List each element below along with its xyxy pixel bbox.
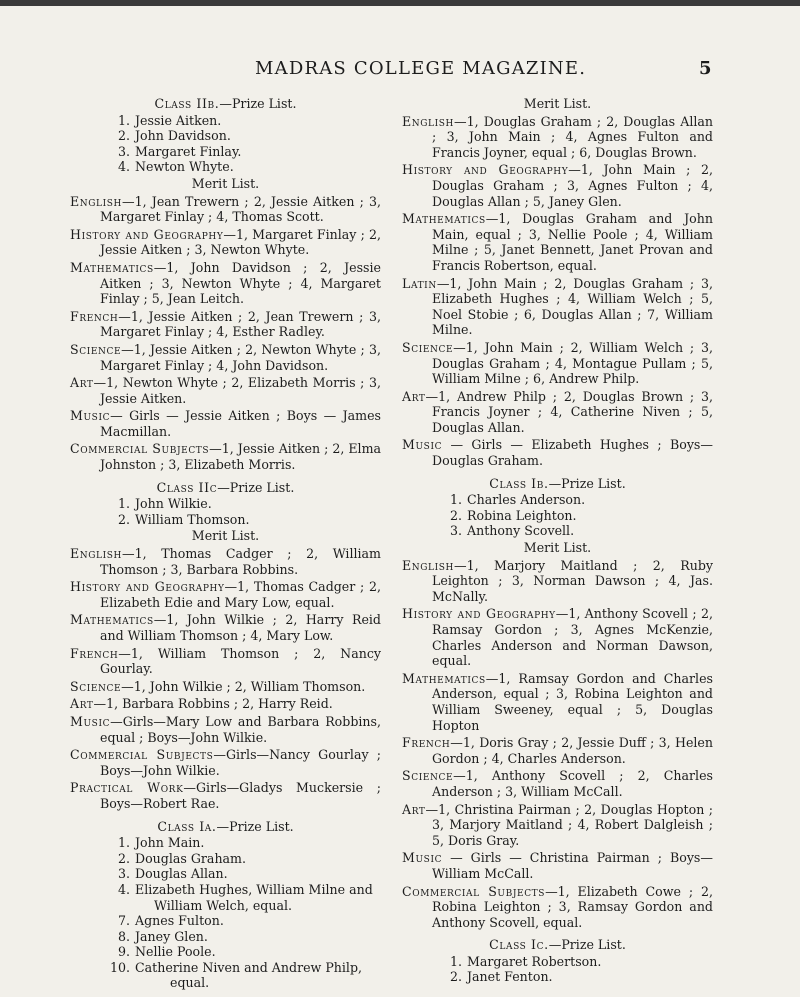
prize-winner: Douglas Allan.: [135, 866, 228, 882]
prize-rank: 8.: [117, 928, 130, 944]
prize-rank: 3.: [117, 866, 130, 882]
prize-winner: Janey Glen.: [135, 928, 208, 944]
subject-name: Mathematics: [402, 670, 486, 686]
subject-name: Science: [402, 768, 454, 784]
prize-rank: 1.: [117, 112, 130, 128]
merit-entry: [70, 747, 381, 778]
subject-results: —Girls—Nancy Gourlay ; Boys—John Wilkie.: [100, 747, 381, 778]
page-number: 5: [699, 58, 712, 79]
prize-winner: Janet Fenton.: [467, 969, 553, 985]
prize-entry: [130, 159, 381, 175]
subject-results: —1, Anthony Scovell ; 2, Charles Anderson ; 3, William McCall.: [432, 768, 713, 799]
list-type: —Prize List.: [219, 96, 297, 111]
prize-rank: 1.: [117, 496, 130, 512]
subject-name: Commercial Subjects: [70, 441, 210, 457]
prize-winner: Catherine Niven and Andrew Philp,: [135, 959, 363, 975]
subject-name: Art: [402, 388, 426, 404]
merit-entry: [402, 671, 713, 733]
subject-name: Art: [70, 375, 94, 391]
class-name: Class Ic.: [489, 937, 549, 953]
merit-heading: Merit List.: [523, 540, 592, 556]
subject-name: English: [402, 557, 455, 573]
subject-results: —1, Andrew Philp ; 2, Douglas Brown ; 3, Francis Joyner ; 4, Catherine Niven ; 5, Douglas Allan.: [425, 388, 713, 435]
class-section: [402, 937, 713, 985]
subject-results: —1, Jessie Aitken ; 2, Jean Trewern ; 3, Margaret Finlay ; 4, Esther Radley.: [100, 308, 381, 340]
subject-name: Commercial Subjects: [70, 747, 214, 763]
prize-list-item: [116, 128, 381, 144]
subject-results: —1, Douglas Graham ; 2, Douglas Allan ; 3, John Main ; 4, Agnes Fulton and Francis Joyner, equal ; 6, Douglas Brown.: [432, 113, 713, 160]
subject-name: Art: [402, 801, 426, 817]
prize-entry: [130, 144, 381, 160]
merit-entry: [70, 546, 381, 577]
subject-results: —Girls—Mary Low and Barbara Robbins, equal ; Boys—John Wilkie.: [100, 713, 381, 745]
subject-name: Music: [402, 437, 443, 453]
prize-rank: 4.: [117, 159, 130, 175]
prize-rank: 1.: [117, 835, 130, 851]
subject-results: —1, John Main ; 2, Douglas Graham ; 3, Elizabeth Hughes ; 4, William Welch ; 5, Noel Stobie ; 6, Douglas Allan ; 7, William Milne.: [432, 275, 713, 338]
subject-results: —1, Barbara Robbins ; 2, Harry Reid.: [93, 696, 333, 712]
subject-results: —1, Margaret Finlay ; 2, Jessie Aitken ; 3, Newton Whyte.: [100, 226, 382, 258]
subject-results: —Girls—Gladys Muckersie ; Boys—Robert Rae.: [100, 780, 381, 811]
prize-winner: Newton Whyte.: [135, 159, 234, 175]
prize-winner: Nellie Poole.: [135, 944, 216, 960]
prize-winner: John Main.: [135, 835, 205, 851]
prize-list-item: [116, 159, 381, 175]
prize-rank: 7.: [117, 913, 130, 929]
subject-name: French: [70, 308, 119, 324]
prize-entry: [130, 960, 381, 991]
merit-entry: [70, 696, 381, 712]
subject-name: History and Geography: [402, 606, 556, 622]
merit-entry: [402, 558, 713, 605]
prize-rank: 4.: [117, 881, 130, 897]
class-heading: [70, 819, 381, 835]
prize-list-item: [448, 508, 713, 524]
merit-heading: Merit List.: [523, 96, 592, 111]
right-column: [402, 96, 713, 991]
prize-list-item: [448, 492, 713, 508]
subject-name: Music: [70, 713, 111, 729]
subject-results: —1, Jean Trewern ; 2, Jessie Aitken ; 3, Margaret Finlay ; 4, Thomas Scott.: [100, 193, 381, 225]
subject-results: — Girls — Christina Pairman ; Boys—William McCall.: [432, 850, 713, 881]
prize-winner: Elizabeth Hughes, William Milne and: [135, 881, 373, 897]
subject-results: —1, Elizabeth Cowe ; 2, Robina Leighton ; 3, Ramsay Gordon and Anthony Scovell, equal.: [432, 883, 713, 930]
subject-results: —1, Jessie Aitken ; 2, Newton Whyte ; 3, Margaret Finlay ; 4, John Davidson.: [100, 341, 381, 373]
merit-entry: [70, 342, 381, 373]
list-type: —Prize List.: [548, 937, 626, 953]
subject-results: — Girls — Elizabeth Hughes ; Boys—Douglas Graham.: [432, 437, 713, 469]
prize-list: [70, 113, 381, 175]
subject-results: —1, Jessie Aitken ; 2, Elma Johnston ; 3, Elizabeth Morris.: [100, 441, 382, 473]
subject-results: —1, Douglas Graham and John Main, equal ; 3, Nellie Poole ; 4, William Milne ; 5, Janet Bennett, Janet Provan and Francis Robertson, equal.: [432, 211, 713, 273]
prize-entry: [130, 866, 381, 882]
subject-results: —1, John Wilkie ; 2, Harry Reid and William Thomson ; 4, Mary Low.: [100, 612, 381, 643]
prize-winner: Margaret Finlay.: [135, 143, 242, 159]
prize-entry: [130, 496, 381, 512]
prize-rank: 2.: [117, 850, 130, 866]
prize-winner: Anthony Scovell.: [467, 523, 575, 539]
merit-entry: [402, 735, 713, 766]
merit-entry: [70, 227, 381, 258]
class-name: Class Ia.: [157, 818, 217, 834]
prize-list-item: [116, 113, 381, 129]
subject-name: Mathematics: [70, 259, 154, 275]
page-header: [0, 56, 800, 86]
prize-list-item: [106, 882, 381, 913]
prize-list-item: [448, 523, 713, 539]
subject-name: English: [70, 193, 123, 209]
prize-list-item: [106, 835, 381, 851]
prize-entry: [462, 523, 713, 539]
prize-list: [70, 835, 381, 991]
merit-entry: [402, 606, 713, 668]
prize-list-item: [106, 944, 381, 960]
subject-name: History and Geography: [70, 226, 224, 242]
prize-list-item: [116, 496, 381, 512]
class-section: [70, 96, 381, 473]
prize-rank: 1.: [449, 953, 462, 969]
prize-rank: 2.: [117, 511, 130, 527]
prize-rank: 2.: [449, 507, 462, 523]
prize-entry: [130, 882, 381, 913]
prize-winner: Margaret Robertson.: [467, 953, 602, 969]
subject-results: —1, John Main ; 2, William Welch ; 3, Douglas Graham ; 4, Montague Pullam ; 5, William Milne ; 6, Andrew Philp.: [432, 339, 713, 387]
prize-list-item: [106, 929, 381, 945]
prize-winner-continued: equal.: [170, 975, 210, 991]
subject-results: —1, John Wilkie ; 2, William Thomson.: [121, 678, 366, 694]
subject-name: English: [70, 546, 123, 562]
merit-heading: Merit List.: [191, 175, 260, 191]
prize-rank: 9.: [117, 944, 130, 960]
page-edge: [0, 0, 800, 6]
class-section: [70, 480, 381, 812]
merit-entry: [402, 850, 713, 881]
merit-entry: [70, 679, 381, 695]
left-column: [70, 96, 381, 997]
merit-entry: [70, 408, 381, 439]
prize-winner: Douglas Graham.: [135, 850, 247, 866]
prize-winner: Jessie Aitken.: [135, 112, 222, 128]
prize-list-item: [106, 851, 381, 867]
prize-list: [402, 954, 713, 985]
class-heading: [70, 480, 381, 496]
class-heading: [402, 937, 713, 953]
merit-entry: [70, 646, 381, 677]
subject-results: —1, Newton Whyte ; 2, Elizabeth Morris ; 3, Jessie Aitken.: [93, 375, 381, 406]
merit-entry: [402, 884, 713, 931]
merit-heading: Merit List.: [191, 528, 260, 544]
prize-entry: [130, 851, 381, 867]
subject-name: History and Geography: [70, 579, 225, 595]
list-type: —Prize List.: [548, 475, 626, 491]
merit-entry: [402, 389, 713, 436]
merit-entry: [402, 211, 713, 273]
subject-name: Science: [70, 341, 122, 357]
merit-entry: [402, 162, 713, 209]
subject-results: —1, Anthony Scovell ; 2, Ramsay Gordon ; 3, Agnes McKenzie, Charles Anderson and Norman Dawson, equal.: [432, 606, 714, 669]
merit-entry: [70, 612, 381, 643]
subject-results: —1, Thomas Cadger ; 2, William Thomson ; 3, Barbara Robbins.: [100, 546, 381, 577]
magazine-title: MADRAS COLLEGE MAGAZINE.: [255, 58, 587, 79]
prize-rank: 1.: [449, 492, 462, 508]
prize-entry: [462, 954, 713, 970]
merit-entry: [70, 375, 381, 406]
subject-results: —1, William Thomson ; 2, Nancy Gourlay.: [100, 645, 381, 677]
prize-list: [402, 492, 713, 539]
list-type: —Prize List.: [216, 818, 294, 834]
subject-results: —1, John Main ; 2, Douglas Graham ; 3, Agnes Fulton ; 4, Douglas Allan ; 5, Janey Glen.: [432, 162, 713, 209]
subject-results: —1, John Davidson ; 2, Jessie Aitken ; 3, Newton Whyte ; 4, Margaret Finlay ; 5, Jean Leitch.: [100, 259, 381, 307]
prize-list: [70, 496, 381, 527]
subject-name: Practical Work: [70, 780, 184, 796]
merit-entry: [402, 768, 713, 799]
merit-entry: [70, 260, 381, 307]
merit-entry: [402, 340, 713, 387]
prize-winner: Charles Anderson.: [467, 492, 586, 508]
class-heading: [70, 96, 381, 112]
class-name: Class IIc: [156, 479, 218, 495]
prize-rank: 3.: [117, 143, 130, 159]
merit-entry: [70, 714, 381, 745]
prize-entry: [130, 512, 381, 528]
subject-results: —1, Doris Gray ; 2, Jessie Duff ; 3, Helen Gordon ; 4, Charles Anderson.: [432, 735, 713, 766]
merit-entry: [402, 437, 713, 468]
list-type: —Prize List.: [217, 479, 295, 495]
prize-entry: [130, 128, 381, 144]
merit-entry: [70, 579, 381, 610]
subject-name: French: [70, 645, 119, 661]
class-section: [402, 476, 713, 931]
subject-results: —1, Thomas Cadger ; 2, Elizabeth Edie and Mary Low, equal.: [100, 579, 381, 610]
subject-name: Music: [402, 850, 443, 866]
prize-winner-continued: William Welch, equal.: [154, 897, 293, 913]
subject-results: —1, Ramsay Gordon and Charles Anderson, equal ; 3, Robina Leighton and William Sweeney, equal ; 5, Douglas Hopton: [432, 670, 713, 733]
prize-entry: [462, 492, 713, 508]
merit-entry: [70, 309, 381, 340]
prize-entry: [130, 835, 381, 851]
subject-name: Commercial Subjects: [402, 883, 546, 899]
subject-name: Mathematics: [402, 211, 486, 227]
prize-winner: Agnes Fulton.: [135, 913, 224, 929]
merit-entry: [402, 276, 713, 338]
prize-list-item: [106, 960, 381, 991]
subject-name: Latin: [402, 275, 437, 291]
merit-entry: [70, 780, 381, 811]
merit-entry: [402, 802, 713, 849]
prize-list-item: [116, 512, 381, 528]
class-section: [402, 96, 713, 469]
prize-rank: 2.: [449, 969, 462, 985]
prize-entry: [130, 113, 381, 129]
subject-name: Science: [70, 678, 122, 694]
subject-name: Music: [70, 408, 111, 424]
prize-winner: John Wilkie.: [135, 496, 212, 512]
class-section: [70, 819, 381, 992]
prize-winner: John Davidson.: [135, 128, 231, 144]
prize-entry: [130, 944, 381, 960]
subject-name: English: [402, 113, 455, 129]
subject-name: French: [402, 735, 451, 751]
subject-results: — Girls — Jessie Aitken ; Boys — James Macmillan.: [100, 408, 381, 439]
subject-name: Mathematics: [70, 612, 154, 628]
subject-name: History and Geography: [402, 162, 569, 178]
merit-entry: [402, 114, 713, 161]
prize-entry: [462, 969, 713, 985]
prize-list-item: [116, 144, 381, 160]
subject-name: Art: [70, 696, 94, 712]
prize-rank: 3.: [449, 523, 462, 539]
merit-entry: [70, 194, 381, 225]
prize-rank: 2.: [117, 128, 130, 144]
prize-list-item: [106, 866, 381, 882]
prize-list-item: [448, 969, 713, 985]
prize-winner: Robina Leighton.: [467, 507, 577, 523]
prize-winner: William Thomson.: [135, 511, 250, 527]
subject-results: —1, Christina Pairman ; 2, Douglas Hopton ; 3, Marjory Maitland ; 4, Robert Dalgleish ; 5, Doris Gray.: [425, 801, 713, 848]
merit-entry: [70, 441, 381, 472]
prize-entry: [130, 913, 381, 929]
prize-list-item: [106, 913, 381, 929]
class-name: Class Ib.: [489, 475, 549, 491]
prize-list-item: [448, 954, 713, 970]
class-name: Class IIb.: [154, 96, 220, 111]
class-heading: [402, 476, 713, 492]
prize-rank: 10.: [109, 959, 130, 975]
subject-name: Science: [402, 339, 454, 355]
prize-entry: [130, 929, 381, 945]
subject-results: —1, Marjory Maitland ; 2, Ruby Leighton ; 3, Norman Dawson ; 4, Jas. McNally.: [432, 557, 713, 604]
prize-entry: [462, 508, 713, 524]
